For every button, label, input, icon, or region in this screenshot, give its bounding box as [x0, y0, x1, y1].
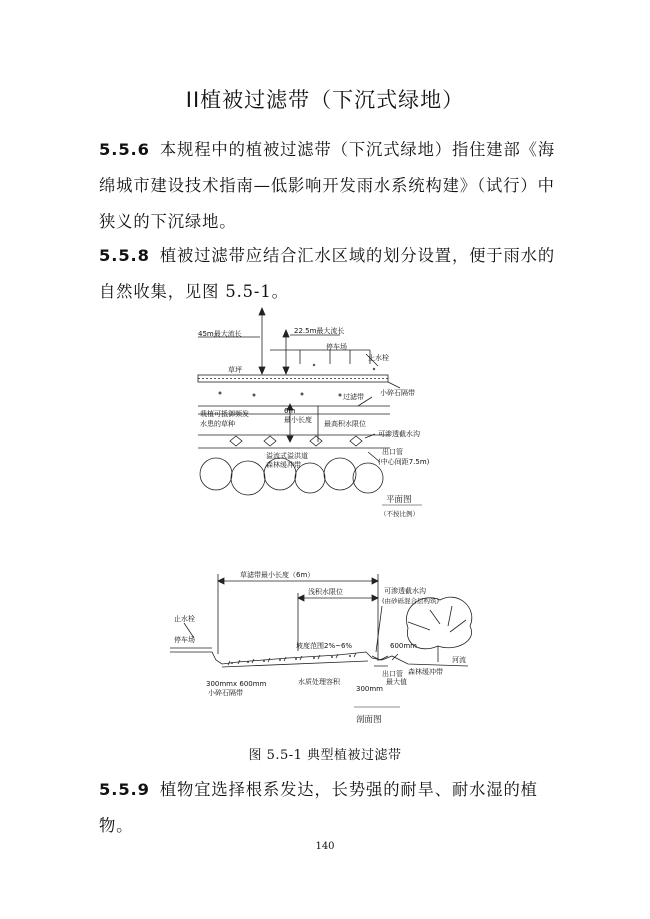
section-label-water-stop: 止水栓 — [174, 615, 195, 623]
figure-caption: 图 5.5-1 典型植被过滤带 — [248, 748, 402, 763]
plan-label-water-stop: 止水栓 — [368, 354, 389, 362]
clause-text: 植被过滤带应结合汇水区域的划分设置，便于雨水的自然收集，见图 5.5-1。 — [99, 246, 556, 301]
plan-label-filter-strip: 过滤带 — [343, 393, 364, 401]
section-view-title: 剖面图 — [356, 715, 382, 725]
plan-label-outlet-spacing: (中心间距7.5m) — [378, 458, 430, 466]
section-label-river: 河流 — [452, 656, 466, 664]
page-number: 140 — [315, 841, 335, 852]
plan-label-outlet: 出口管 — [382, 448, 403, 456]
plan-label-swale: 可渗透截水沟 — [378, 430, 420, 438]
section-title: II植被过滤带（下沉式绿地） — [185, 88, 465, 112]
section-label-treatment: 水质处理容积 — [298, 678, 340, 686]
section-label-max-300: 300mm — [356, 685, 383, 693]
clause-5-5-9 — [99, 772, 557, 844]
clause-number: 5.5.9 — [99, 780, 150, 799]
plan-view-figure — [190, 302, 460, 524]
section-label-outlet: 出口管 — [382, 670, 403, 678]
section-label-parking: 停车场 — [174, 636, 195, 644]
plan-label-min-length: 最小长度 — [284, 416, 312, 424]
section-label-shallow-water: 浅积水限位 — [308, 588, 343, 596]
clause-text: 植物宜选择根系发达，长势强的耐旱、耐水湿的植物。 — [99, 780, 538, 835]
plan-label-max-flow-22-5: 22.5m最大流长 — [294, 327, 345, 335]
plan-label-gravel-strip: 小碎石隔带 — [380, 389, 415, 397]
section-label-gravel-strip: 小碎石隔带 — [208, 689, 243, 697]
plan-label-max-water: 最高积水限位 — [324, 420, 366, 428]
plan-label-planting-2: 水患的草种 — [200, 420, 235, 428]
plan-label-forest-buffer: 森林缓冲带 — [266, 461, 301, 469]
plan-label-lawn: 草坪 — [228, 366, 242, 374]
plan-view-title: 平面图 — [386, 495, 412, 505]
section-label-min-length: 草滤带最小长度（6m） — [240, 571, 315, 579]
plan-label-overflow: 溢流式溢洪道 — [266, 452, 308, 460]
plan-label-parking: 停车场 — [326, 343, 347, 351]
plan-label-planting-1: 栽植可抵御频发 — [200, 410, 249, 418]
section-label-gravel-dims: 300mmx 600mm — [206, 680, 267, 688]
clause-5-5-6 — [99, 132, 557, 240]
section-view-figure — [168, 566, 496, 726]
plan-label-6m: 6m — [284, 407, 296, 415]
section-label-swale: 可渗透截水沟 — [384, 587, 426, 595]
clause-5-5-8 — [99, 238, 557, 310]
section-label-forest-buffer: 森林缓冲带 — [408, 668, 443, 676]
clause-number: 5.5.8 — [99, 246, 150, 265]
plan-scale-note: （不按比例） — [380, 510, 419, 518]
clause-number: 5.5.6 — [99, 140, 150, 159]
section-label-max-value: 最大值 — [386, 678, 407, 686]
plan-label-max-flow-45: 45m最大流长 — [198, 330, 242, 338]
section-label-depth-600: 600mm — [390, 642, 417, 650]
clause-text: 本规程中的植被过滤带（下沉式绿地）指住建部《海绵城市建设技术指南—低影响开发雨水系统构建》（试行）中狭义的下沉绿地。 — [99, 140, 556, 231]
section-label-swale-note: (由砂砾混合层构筑) — [382, 597, 440, 605]
section-label-slope: 坡度范围2%~6% — [296, 642, 353, 650]
